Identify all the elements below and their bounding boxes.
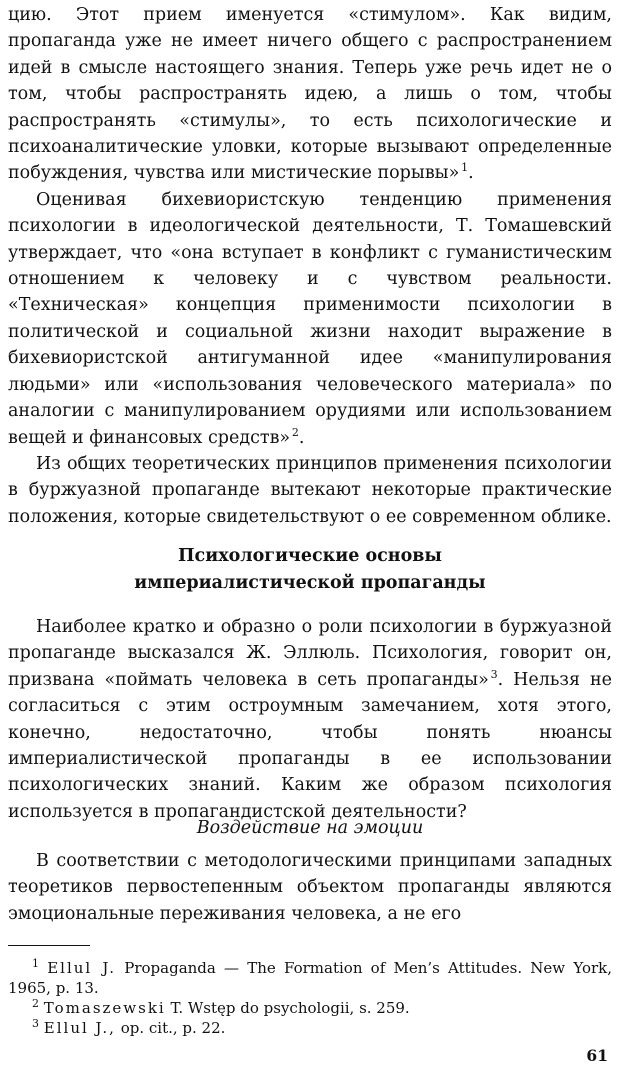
footnote-3-author: Ellul J., xyxy=(43,1019,116,1037)
paragraph-4-text-a: Наиболее кратко и образно о роли психологии в буржуазной пропаганде высказался Ж. Эллюль. Психология, говорит он, призвана «поймать человека в сеть пропаганды» xyxy=(8,617,612,690)
footnote-ref-3: 3 xyxy=(490,667,498,681)
footnotes xyxy=(8,958,612,1038)
footnote-1-author: Ellul J. xyxy=(47,959,117,977)
paragraph-1-text: цию. Этот прием именуется «стимулом». Как видим, пропаганда уже не имеет ничего общего с распространением идей в смысле настоящего знания. Теперь уже речь идет не о том, чтобы распространять идею, а лишь о том, чтобы распространять «стимулы», то есть психологические и психоаналитические уловки, которые вызывают определенные побуждения, чувства или мистические порывы» xyxy=(8,5,612,184)
paragraph-5: В соответствии с методологическими принципами западных теоретиков первостепенным объектом пропаганды являются эмоциональные переживания человека, а не его xyxy=(8,851,612,924)
section-heading-line-1: Психологические основы xyxy=(178,546,442,566)
paragraph-4 xyxy=(8,614,612,825)
text-block-section xyxy=(8,614,612,825)
paragraph-4-text-b: . Нельзя не согласиться с этим остроумным замечанием, хотя этого, конечно, недостаточно, чтобы понять нюансы империалистической пропаганды в ее использовании психологических знаний. Каким же образом психология используется в пропагандистской деятельности? xyxy=(8,669,612,822)
footnote-ref-1: 1 xyxy=(461,161,469,175)
paragraph-3: Из общих теоретических принципов применения психологии в буржуазной пропаганде вытекают некоторые практические положения, которые свидетельствуют о ее современном облике. xyxy=(8,453,612,527)
footnote-ref-2: 2 xyxy=(291,425,299,439)
footnote-2-mark: 2 xyxy=(32,997,39,1010)
footnote-3-text: op. cit., p. 22. xyxy=(120,1019,226,1037)
text-block-top xyxy=(8,2,612,530)
footnote-3 xyxy=(8,1018,612,1038)
footnote-1 xyxy=(8,958,612,998)
section-heading xyxy=(8,543,612,597)
footnote-2-author: Tomaszewski xyxy=(43,999,166,1017)
text-block-subsection xyxy=(8,848,612,927)
paragraph-1-end: . xyxy=(468,163,474,184)
paragraph-2 xyxy=(8,187,612,451)
subsection-heading: Воздействие на эмоции xyxy=(196,818,424,838)
footnote-1-text: Propaganda — The Formation of Men’s Attitudes. New York, 1965, p. 13. xyxy=(8,959,613,997)
page-number: 61 xyxy=(586,1046,608,1065)
footnote-2-text: T. Wstęp do psychologii, s. 259. xyxy=(170,999,410,1017)
footnote-1-mark: 1 xyxy=(32,957,39,970)
paragraph-2-end: . xyxy=(298,427,305,448)
paragraph-1 xyxy=(8,2,612,187)
footnote-divider xyxy=(8,945,90,946)
footnote-3-mark: 3 xyxy=(32,1017,39,1030)
footnote-2 xyxy=(8,998,612,1018)
section-heading-line-2: империалистической пропаганды xyxy=(134,573,486,593)
paragraph-2-text: Оценивая бихевиористскую тенденцию применения психологии в идеологической деятельности, Т. Томашевский утверждает, что «она вступает в конфликт с гуманистическим отношением к человеку и с чувством реальности. «Техническая» концепция применимости психологии в политической и социальной жизни находит выражение в бихевиористской антигуманной идее «манипулирования людьми» или «использования человеческого материала» по аналогии с манипулированием орудиями или использованием вещей и финансовых средств» xyxy=(8,189,612,448)
